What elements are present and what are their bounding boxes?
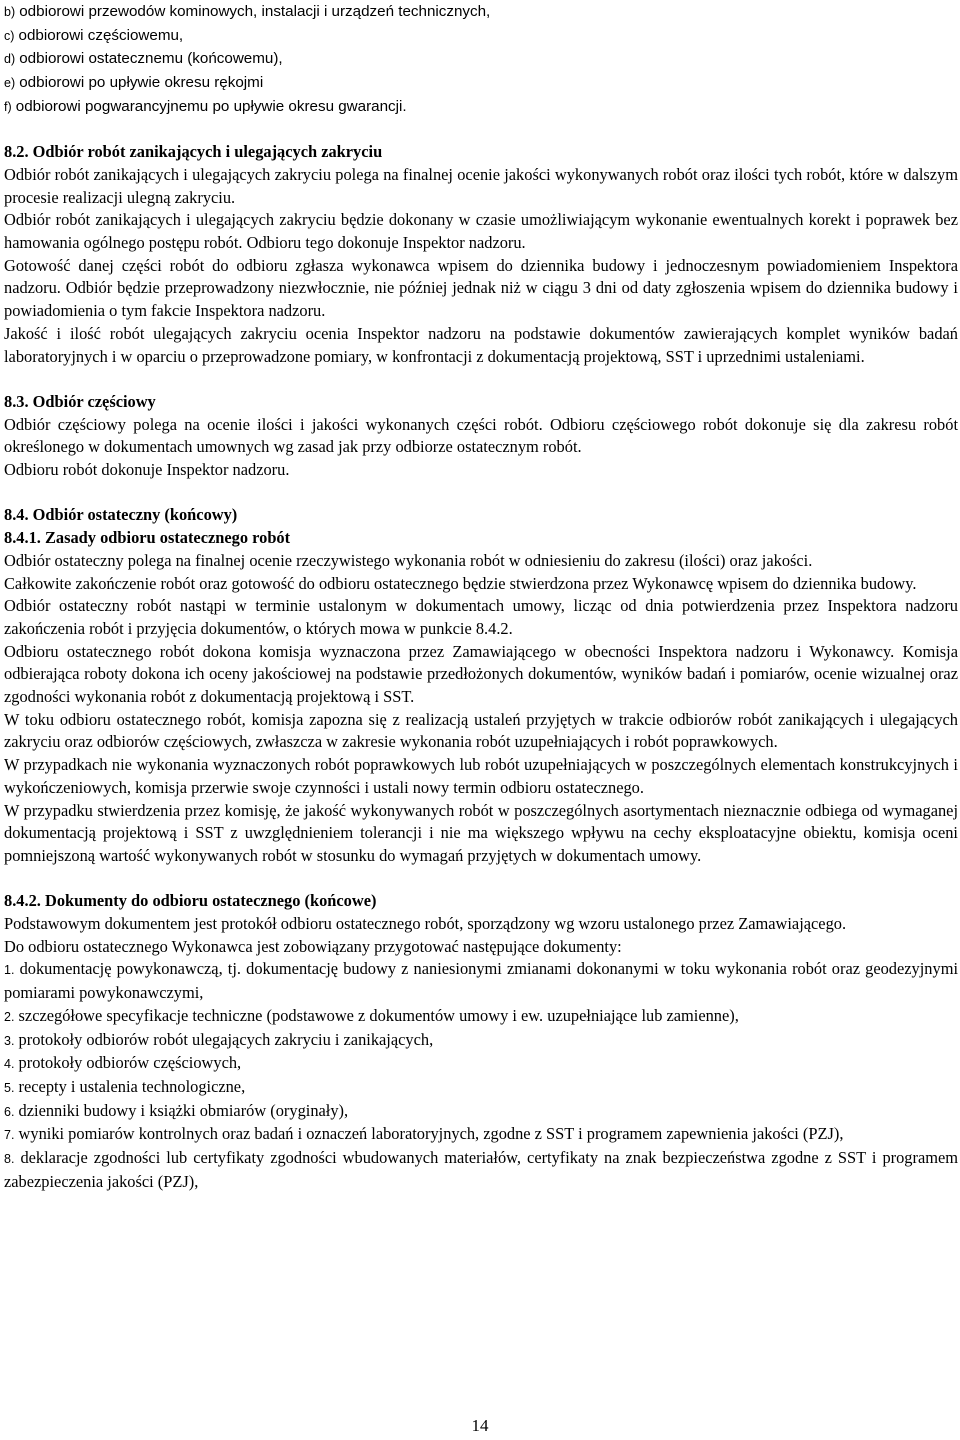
list-marker: 8. xyxy=(4,1152,15,1167)
list-item-text: odbiorowi po upływie okresu rękojmi xyxy=(19,74,264,92)
list-item-text: dokumentację powykonawczą, tj. dokumentację budowy z naniesionymi zmianami dokonanymi w toku wykonania robót oraz geodezyjnymi pomiarami powykonawczymi, xyxy=(4,959,958,1003)
list-item-text: odbiorowi ostatecznemu (końcowemu), xyxy=(19,50,283,68)
documents-list xyxy=(4,958,958,1193)
list-item xyxy=(4,1123,958,1147)
list-item xyxy=(4,1076,958,1100)
list-item xyxy=(4,95,958,119)
paragraph: W przypadkach nie wykonania wyznaczonych robót poprawkowych lub robót uzupełniających w poszczególnych elementach konstrukcyjnych i wykończeniowych, komisja przerwie swoje czynności i ustali nowy termin odbioru ostatecznego. xyxy=(4,755,958,797)
list-item-text: szczegółowe specyfikacje techniczne (podstawowe z dokumentów umowy i ew. uzupełniające lub zamienne), xyxy=(18,1005,739,1025)
spacer xyxy=(4,119,958,142)
list-item-text: odbiorowi przewodów kominowych, instalacji i urządzeń technicznych, xyxy=(19,3,491,20)
paragraph: Odbioru ostatecznego robót dokona komisja wyznaczona przez Zamawiającego w obecności Inspektora nadzoru i Wykonawcy. Komisja odbierająca roboty dokona ich oceny jakościowej na podstawie przedłożonych dokumentów, wyników badań i pomiarów, ocenie wizualnej oraz zgodności wykonania robót z dokumentacją projektową i SST. xyxy=(4,641,958,707)
paragraph: Odbiór robót zanikających i ulegających zakryciu polega na finalnej ocenie jakości wykonywanych robót oraz ilości tych robót, które w dalszym procesie realizacji ulegną zakryciu. xyxy=(4,164,958,207)
list-item-text: recepty i ustalenia technologiczne, xyxy=(18,1076,246,1096)
list-item-text: protokoły odbiorów robót ulegających zakryciu i zanikających, xyxy=(18,1029,434,1049)
list-item xyxy=(4,1147,958,1193)
paragraph: Odbiór ostateczny polega na finalnej ocenie rzeczywistego wykonania robót w odniesieniu do zakresu (ilości) oraz jakości. xyxy=(4,550,813,570)
paragraph: Jakość i ilość robót ulegających zakryciu ocenia Inspektor nadzoru na podstawie dokumentów zawierających komplet wyników badań laboratoryjnych i w oparciu o przeprowadzone pomiary, w konfrontacji z dokumentacją projektową, SST i uprzednimi ustaleniami. xyxy=(4,323,958,366)
section-heading: 8.4. Odbiór ostateczny (końcowy) xyxy=(4,505,238,525)
list-item-text: odbiorowi pogwarancyjnemu po upływie okresu gwarancji. xyxy=(15,97,407,115)
top-list xyxy=(4,0,958,119)
paragraph: Odbiór robót zanikających i ulegających zakryciu będzie dokonany w czasie umożliwiającym wykonanie ewentualnych korekt i poprawek bez hamowania ogólnego postępu robót. Odbioru tego dokonuje Inspektor nadzoru. xyxy=(4,210,958,253)
list-marker: e) xyxy=(4,76,16,91)
list-marker: 5. xyxy=(4,1080,15,1095)
document-page xyxy=(4,0,958,1194)
list-item xyxy=(4,958,958,1004)
list-item xyxy=(4,24,958,48)
paragraph: Do odbioru ostatecznego Wykonawca jest zobowiązany przygotować następujące dokumenty: xyxy=(4,936,622,956)
section-heading: 8.2. Odbiór robót zanikających i ulegających zakryciu xyxy=(4,142,383,162)
list-item-text: wyniki pomiarów kontrolnych oraz badań i oznaczeń laboratoryjnych, zgodne z SST i programem zapewnienia jakości (PZJ), xyxy=(18,1124,844,1144)
list-marker: d) xyxy=(4,52,16,67)
section-8-4-2 xyxy=(4,890,958,1193)
list-item xyxy=(4,1029,958,1053)
section-8-3 xyxy=(4,391,958,482)
list-marker: 7. xyxy=(4,1128,15,1143)
list-marker: c) xyxy=(4,28,15,43)
list-item xyxy=(4,0,958,24)
list-item xyxy=(4,1052,958,1076)
list-marker: 3. xyxy=(4,1033,15,1048)
page-number: 14 xyxy=(471,1416,489,1435)
spacer xyxy=(4,368,958,391)
list-item xyxy=(4,71,958,95)
section-8-4 xyxy=(4,504,958,867)
list-item-text: dzienniki budowy i książki obmiarów (oryginały), xyxy=(18,1100,349,1120)
list-item-text: odbiorowi częściowemu, xyxy=(18,26,184,44)
spacer xyxy=(4,482,958,505)
list-marker: 2. xyxy=(4,1009,15,1024)
list-item xyxy=(4,47,958,71)
subsection-heading: 8.4.2. Dokumenty do odbioru ostatecznego (końcowe) xyxy=(4,891,377,911)
list-marker: 1. xyxy=(4,963,15,978)
section-heading: 8.3. Odbiór częściowy xyxy=(4,391,156,411)
paragraph: Podstawowym dokumentem jest protokół odbioru ostatecznego robót, sporządzony wg wzoru ustalonego przez Zamawiającego. xyxy=(4,914,847,934)
paragraph: Odbiór częściowy polega na ocenie ilości i jakości wykonanych części robót. Odbioru częściowego robót dokonuje się dla zakresu robót określonego w dokumentach umownych wg zasad jak przy odbiorze ostatecznym robót. xyxy=(4,414,958,457)
list-marker: f) xyxy=(4,99,12,114)
paragraph: W toku odbioru ostatecznego robót, komisja zapozna się z realizacją ustaleń przyjętych w trakcie odbiorów robót zanikających i ulegających zakryciu oraz odbiorów częściowych, zwłaszcza w zakresie wykonania robót uzupełniających i robót poprawkowych. xyxy=(4,709,958,752)
list-marker: 4. xyxy=(4,1057,15,1072)
section-8-2 xyxy=(4,141,958,368)
list-item-text: deklaracje zgodności lub certyfikaty zgodności wbudowanych materiałów, certyfikaty na znak bezpieczeństwa zgodne z SST i programem zabezpieczenia jakości (PZJ), xyxy=(4,1148,958,1191)
paragraph: Całkowite zakończenie robót oraz gotowość do odbioru ostatecznego będzie stwierdzona przez Wykonawcę wpisem do dziennika budowy. xyxy=(4,573,917,593)
paragraph: Gotowość danej części robót do odbioru zgłasza wykonawca wpisem do dziennika budowy i jednoczesnym powiadomieniem Inspektora nadzoru. Odbiór będzie przeprowadzony niezwłocznie, nie później jednak niż w ciągu 3 dni od daty zgłoszenia wpisem do dziennika budowy i powiadomienia o tym fakcie Inspektora nadzoru. xyxy=(4,255,958,321)
list-marker: b) xyxy=(4,5,16,19)
spacer xyxy=(4,868,958,891)
paragraph: Odbiór ostateczny robót nastąpi w terminie ustalonym w dokumentach umowy, licząc od dnia potwierdzenia przez Inspektora nadzoru zakończenia robót i przyjęcia dokumentów, o których mowa w punkcie 8.4.2. xyxy=(4,596,958,638)
paragraph: W przypadku stwierdzenia przez komisję, że jakość wykonywanych robót w poszczególnych asortymentach nieznacznie odbiega od wymaganej dokumentacją projektową i SST z uwzględnieniem tolerancji i nie ma większego wpływu na cechy eksploatacyjne obiektu, komisja oceni pomniejszoną wartość wykonywanych robót w stosunku do wymagań przyjętych w dokumentach umowy. xyxy=(4,800,958,865)
subsection-heading: 8.4.1. Zasady odbioru ostatecznego robót xyxy=(4,528,291,548)
list-marker: 6. xyxy=(4,1104,15,1119)
list-item-text: protokoły odbiorów częściowych, xyxy=(18,1053,242,1073)
list-item xyxy=(4,1005,958,1029)
list-item xyxy=(4,1100,958,1124)
paragraph: Odbioru robót dokonuje Inspektor nadzoru. xyxy=(4,460,290,480)
